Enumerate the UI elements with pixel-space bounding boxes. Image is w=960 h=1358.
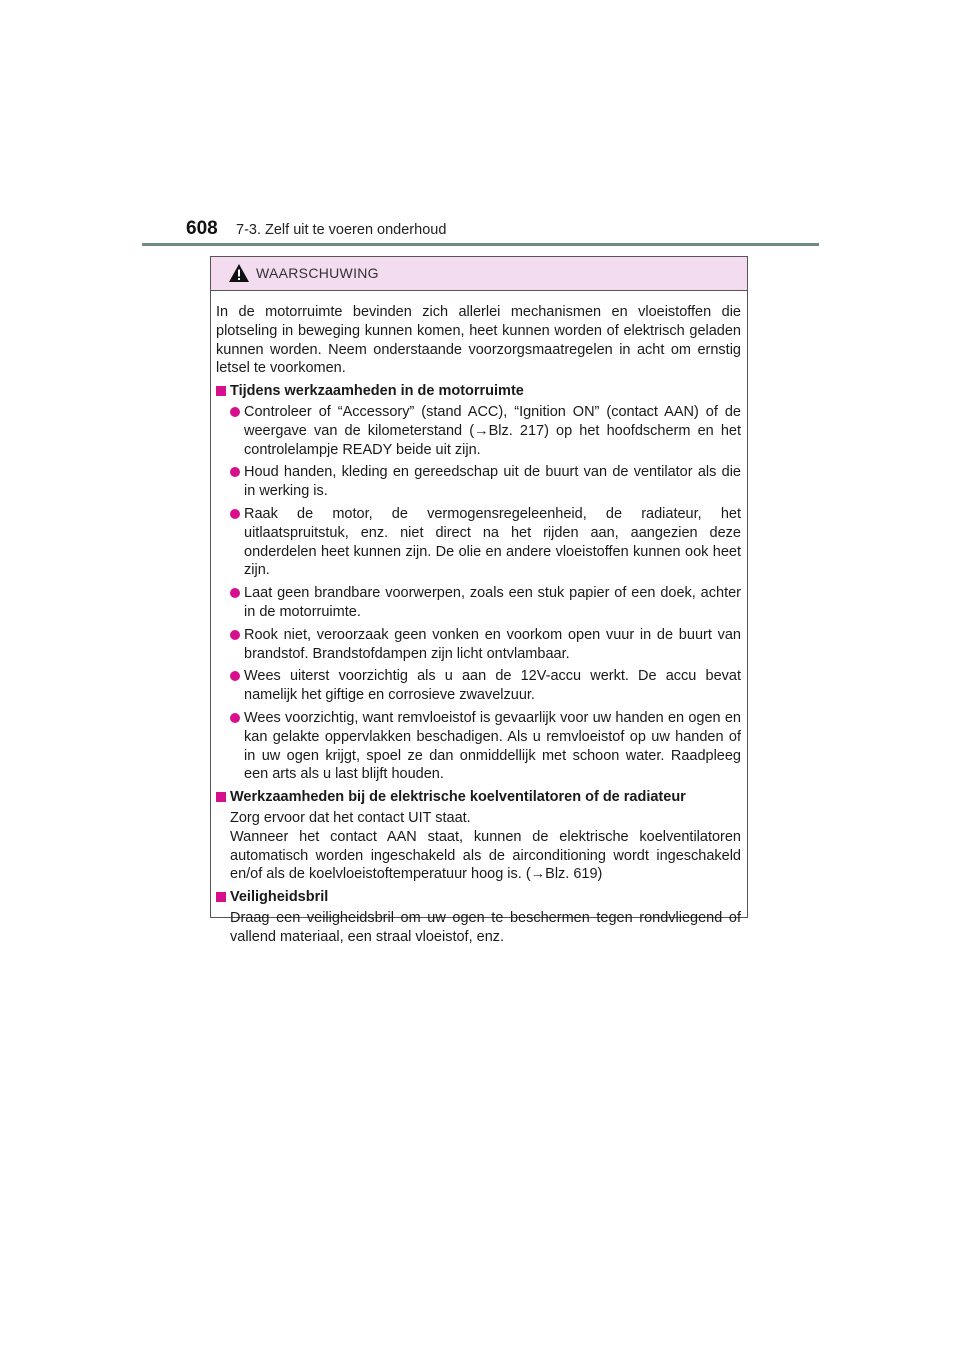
section-title: 7-3. Zelf uit te voeren onderhoud [236, 222, 447, 238]
list-item-text: Houd handen, kleding en gereedschap uit de buurt van de ventilator als die in werking is. [244, 464, 741, 500]
warning-box [210, 256, 748, 945]
list-item [216, 584, 741, 622]
precaution-list [216, 403, 741, 784]
dot-bullet-icon [230, 407, 240, 417]
list-item-text: Wees voorzichtig, want remvloeistof is gevaarlijk voor uw handen en ogen en kan gelakte oppervlakken beschadigen. Als u remvloeistof op uw handen of in uw ogen krijgt, spoel ze dan onmiddellijk met schoon water. Raadpleeg een arts als u last blijft houden. [244, 709, 741, 783]
list-item [216, 505, 741, 580]
dot-bullet-icon [230, 671, 240, 681]
warning-body [211, 291, 747, 947]
section-line: Zorg ervoor dat het contact UIT staat. [230, 809, 471, 826]
list-item-text: Controleer of “Accessory” (stand ACC), “Ignition ON” (contact AAN) of de weergave van de kilometerstand (→Blz. 217) op het hoofdscherm en het controlelampje READY beide uit zijn. [244, 403, 741, 458]
dot-bullet-icon [230, 467, 240, 477]
list-item-text: Raak de motor, de vermogensregeleenheid, de radiateur, het uitlaatspruitstuk, enz. niet direct na het rijden aan, aangezien deze onderdelen heet kunnen zijn. De olie en andere vloeistoffen kunnen ook heet zijn. [244, 505, 741, 579]
square-bullet-icon [216, 892, 226, 902]
square-bullet-icon [216, 386, 226, 396]
section-line: Wanneer het contact AAN staat, kunnen de elektrische koelventilatoren automatisch worden ingeschakeld als de airconditioning wordt ingeschakeld en/of als de koelvloeistoftemperatuur hoog is. (→Blz. 619) [230, 828, 741, 883]
list-item [216, 403, 741, 459]
section-heading-text: Werkzaamheden bij de elektrische koelventilatoren of de radiateur [230, 789, 686, 806]
warning-triangle-icon [228, 263, 250, 283]
warning-header [211, 257, 747, 291]
list-item-text: Laat geen brandbare voorwerpen, zoals een stuk papier of een doek, achter in de motorruimte. [244, 585, 741, 620]
list-item-text: Rook niet, veroorzaak geen vonken en voorkom open vuur in de buurt van brandstof. Brandstofdampen zijn licht ontvlambaar. [244, 626, 741, 662]
section-heading-text: Tijdens werkzaamheden in de motorruimte [230, 383, 524, 400]
intro-paragraph: In de motorruimte bevinden zich allerlei mechanismen en vloeistoffen die plotseling in beweging kunnen komen, heet kunnen worden of elektrisch geladen kunnen worden. Neem onderstaande voorzorgsmaatregelen in acht om ernstig letsel te voorkomen. [216, 304, 741, 377]
section-heading [216, 788, 741, 807]
page-number: 608 [186, 218, 218, 239]
section-heading [216, 888, 741, 907]
list-item [216, 626, 741, 664]
dot-bullet-icon [230, 509, 240, 519]
list-item [216, 667, 741, 705]
section-paragraph: Draag een veiligheidsbril om uw ogen te beschermen tegen rondvliegend of vallend materiaal, een straal vloeistof, enz. [230, 909, 741, 945]
list-item [216, 709, 741, 784]
section-paragraph [216, 809, 741, 884]
warning-label: WAARSCHUWING [256, 265, 379, 281]
square-bullet-icon [216, 792, 226, 802]
header-rule [142, 243, 819, 246]
dot-bullet-icon [230, 713, 240, 723]
list-item-text: Wees uiterst voorzichtig als u aan de 12V-accu werkt. De accu bevat namelijk het giftige en corrosieve zwavelzuur. [244, 668, 741, 704]
dot-bullet-icon [230, 588, 240, 598]
dot-bullet-icon [230, 630, 240, 640]
section-heading [216, 382, 741, 401]
section-heading-text: Veiligheidsbril [230, 889, 329, 906]
list-item [216, 463, 741, 501]
